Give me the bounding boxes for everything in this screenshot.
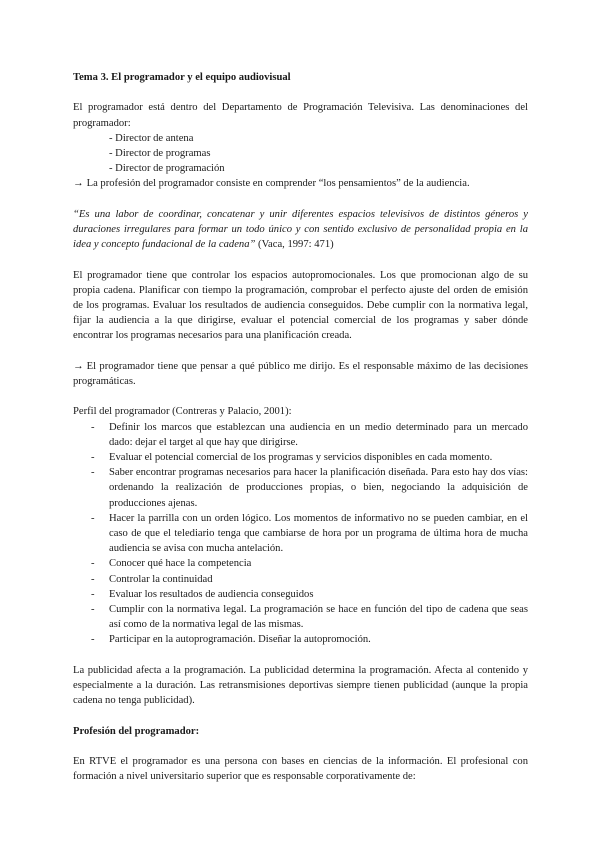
- quote-block: [73, 207, 528, 253]
- dash-bullet: -: [91, 604, 95, 616]
- profile-heading: Perfil del programador (Contreras y Palacio, 2001):: [73, 406, 292, 418]
- profile-item: [73, 587, 528, 602]
- profile-item: [73, 511, 528, 557]
- ads-paragraph: La publicidad afecta a la programación. La publicidad determina la programación. Afecta al contenido y especialmente a la duración. Las retransmisiones deportivas siempre tienen publicidad (aunque la propia cadena no tenga publicidad).: [73, 664, 528, 707]
- role-item: - Director de programas: [109, 148, 211, 159]
- dash-bullet: -: [91, 634, 95, 646]
- profile-item: [73, 556, 528, 571]
- quote-citation: (Vaca, 1997: 471): [255, 239, 334, 251]
- profile-item: [73, 420, 528, 450]
- profile-item: [73, 632, 528, 647]
- profile-item-text: Saber encontrar programas necesarios para hacer la planificación diseñada. Para esto hay dos vías: ordenando la realización de producciones propias, o bien, negociando la adquisición de producciones ajenas.: [109, 467, 528, 509]
- profile-item-text: Controlar la continuidad: [109, 573, 213, 585]
- profile-item-text: Hacer la parrilla con un orden lógico. Los momentos de informativo no se pueden cambiar, en el caso de que el telediario tenga que cambiarse de hora por un programa de última hora de mucha audiencia se avisa con mucha antelación.: [109, 512, 528, 555]
- dash-bullet: -: [91, 512, 95, 524]
- dash-bullet: -: [91, 421, 95, 433]
- quote-text: “Es una labor de coordinar, concatenar y unir diferentes espacios televisivos de distintos géneros y duraciones irregulares para formar un todo único y con sentido exclusivo de personalidad propia en la idea y concepto fundacional de la cadena”: [73, 208, 528, 251]
- profile-list: [73, 420, 528, 648]
- document-title: Tema 3. El programador y el equipo audiovisual: [73, 72, 291, 83]
- profile-item: [73, 572, 528, 587]
- profile-item-text: Participar en la autoprogramación. Diseñar la autopromoción.: [109, 634, 371, 646]
- dash-bullet: -: [91, 573, 95, 585]
- promo-paragraph: El programador tiene que controlar los espacios autopromocionales. Los que promocionan algo de su propia cadena. Planificar con tiempo la programación, comprobar el perfecto ajuste del orden de emisión de los programas. Evaluar los resultados de audiencia conseguidos. Debe cumplir con la normativa legal, fijar la audiencia a la que dirigirse, evaluar el potencial comercial de los programas y saber dónde encontrar los programas necesarios para una planificación creada.: [73, 269, 528, 342]
- profile-item-text: Cumplir con la normativa legal. La programación se hace en función del tipo de cadena que seas así como de la normativa legal de las mismas.: [109, 604, 528, 631]
- dash-bullet: -: [91, 588, 95, 600]
- profile-item-text: Evaluar el potencial comercial de los programas y servicios disponibles en cada momento.: [109, 452, 493, 463]
- section-title: [73, 724, 528, 739]
- roles-list: [73, 131, 528, 177]
- dash-bullet: -: [91, 452, 95, 463]
- dash-bullet: -: [91, 558, 95, 570]
- section-title-text: Profesión del programador:: [73, 725, 200, 737]
- arrow-icon: →: [73, 178, 84, 190]
- profile-item-text: Evaluar los resultados de audiencia conseguidos: [109, 588, 314, 600]
- arrow-note: [73, 359, 528, 389]
- dash-bullet: -: [91, 467, 95, 479]
- intro-paragraph: El programador está dentro del Departamento de Programación Televisiva. Las denominaciones del programador:: [73, 102, 528, 129]
- profession-note: [73, 176, 528, 191]
- rtve-paragraph: En RTVE el programador es una persona con bases en ciencias de la información. El profesional con formación a nivel universitario superior que es responsable corporativamente de:: [73, 756, 528, 783]
- profession-note-text: La profesión del programador consiste en comprender “los pensamientos” de la audiencia.: [86, 178, 470, 190]
- role-item: - Director de programación: [109, 163, 225, 175]
- profile-item: [73, 602, 528, 632]
- role-item: - Director de antena: [109, 132, 194, 144]
- profile-item: [73, 465, 528, 511]
- profile-item: [73, 450, 528, 465]
- profile-item-text: Definir los marcos que establezcan una audiencia en un medio determinado para un mercado dado: dejar el target al que hay que dirigirse.: [109, 421, 528, 448]
- profile-item-text: Conocer qué hace la competencia: [109, 558, 252, 570]
- arrow-icon: →: [73, 360, 84, 372]
- arrow-note-text: El programador tiene que pensar a qué público me dirijo. Es el responsable máximo de las decisiones programáticas.: [73, 360, 528, 387]
